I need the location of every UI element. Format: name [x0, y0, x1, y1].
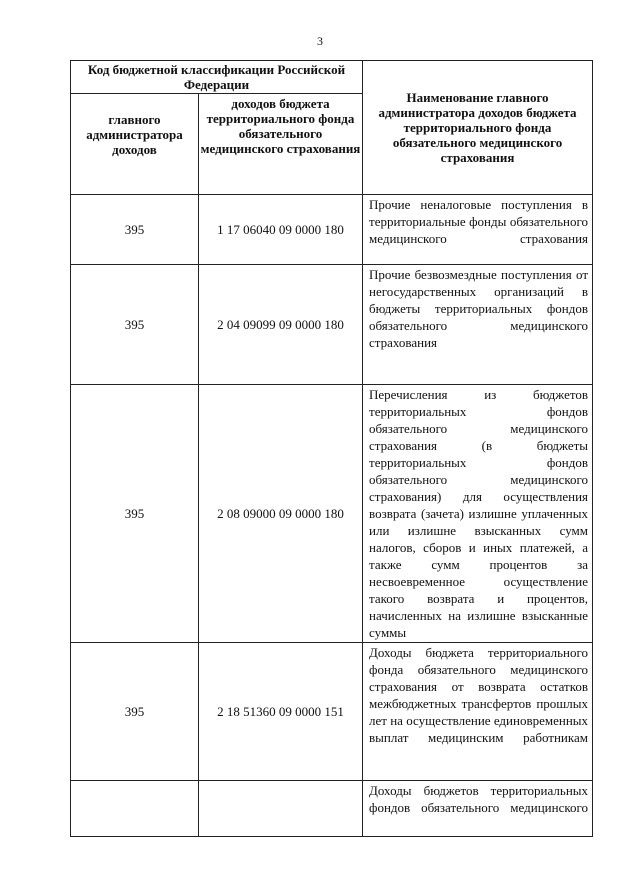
admin-code-cell: 395: [71, 265, 199, 385]
income-name-cell: Доходы бюджета территориального фонда обязательного медицинского страхования от возврата остатков межбюджетных трансфертов прошлых лет на осуществление единовременных выплат медицинским работникам: [363, 643, 593, 781]
table-row: [71, 385, 593, 643]
table-row: [71, 265, 593, 385]
income-name-cell: Перечисления из бюджетов территориальных фондов обязательного медицинского страхования (в бюджеты территориальных фондов обязательного медицинского страхования) для осуществления возврата (зачета) излишне уплаченных или излишне взысканных сумм налогов, сборов и иных платежей, а также сумм процентов за несвоевременное осуществление такого возврата и процентов, начисленных на излишне взысканные суммы: [363, 385, 593, 643]
income-code-cell: [199, 781, 363, 837]
table-row: [71, 643, 593, 781]
admin-code-cell: 395: [71, 643, 199, 781]
budget-classification-table: [70, 60, 593, 837]
page-number: 3: [317, 34, 323, 48]
header-group-code: Код бюджетной классификации Российской Федерации: [71, 61, 363, 94]
income-name-cell: Прочие неналоговые поступления в территориальные фонды обязательного медицинского страхования: [363, 195, 593, 265]
income-code-cell: 2 08 09000 09 0000 180: [199, 385, 363, 643]
header-code: доходов бюджета территориального фонда обязательного медицинского страхования: [199, 94, 363, 195]
header-name: Наименование главного администратора доходов бюджета территориального фонда обязательного медицинского страхования: [363, 61, 593, 195]
admin-code-cell: 395: [71, 385, 199, 643]
income-name-cell: Доходы бюджетов территориальных фондов обязательного медицинского: [363, 781, 593, 837]
income-name-cell: Прочие безвозмездные поступления от негосударственных организаций в бюджеты территориальных фондов обязательного медицинского страхования: [363, 265, 593, 385]
table-row: [71, 195, 593, 265]
header-admin: главного администратора доходов: [71, 94, 199, 195]
admin-code-cell: [71, 781, 199, 837]
header-row-group: [71, 61, 593, 94]
income-code-cell: 2 18 51360 09 0000 151: [199, 643, 363, 781]
income-code-cell: 2 04 09099 09 0000 180: [199, 265, 363, 385]
income-code-cell: 1 17 06040 09 0000 180: [199, 195, 363, 265]
table-row: [71, 781, 593, 837]
admin-code-cell: 395: [71, 195, 199, 265]
